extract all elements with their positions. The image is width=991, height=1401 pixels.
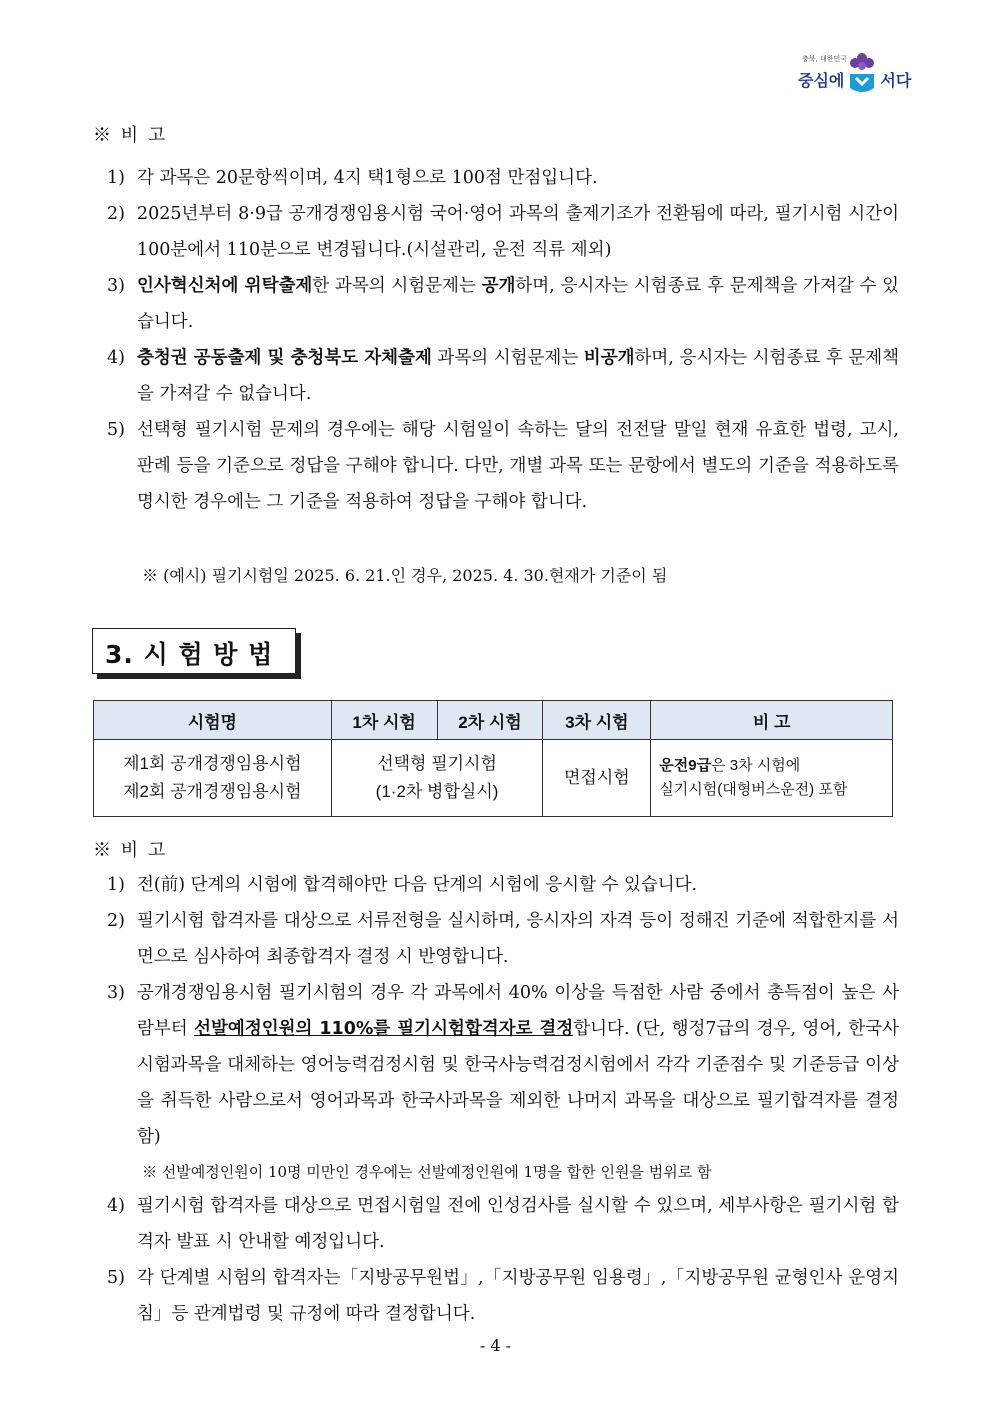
item-text	[137, 975, 899, 1155]
list-item	[107, 268, 899, 340]
item-text: 선택형 필기시험 문제의 경우에는 해당 시험일이 속하는 달의 전전달 말일 현재 유효한 법령, 고시, 판례 등을 기준으로 정답을 구해야 합니다. 다만, 개별 과목 또는 문항에서 별도의 기준을 적용하도록 명시한 경우에는 그 기준을 적용하여 정답을 구해야 합니다.	[137, 420, 899, 512]
item-text: 필기시험 합격자를 대상으로 면접시험일 전에 인성검사를 실시할 수 있으며, 세부사항은 필기시험 합격자 발표 시 안내할 예정입니다.	[137, 1196, 899, 1252]
written-exam-label: 선택형 필기시험	[377, 754, 497, 773]
item-number: 1)	[107, 168, 125, 188]
bold-phrase: 인사혁신처에 위탁출제	[137, 276, 313, 296]
item-number: 1)	[107, 875, 125, 895]
note-line-1	[659, 754, 891, 778]
third-exam-cell: 면접시험	[543, 740, 651, 817]
item-text: 각 단계별 시험의 합격자는「지방공무원법」,「지방공무원 임용령」,「지방공무원 균형인사 운영지침」등 관계법령 및 규정에 따라 결정합니다.	[137, 1268, 899, 1324]
logo-text-left: 중심에	[798, 71, 845, 90]
section-title-box	[92, 628, 296, 674]
item-number: 4)	[107, 348, 125, 368]
chungbuk-logo	[796, 50, 912, 98]
header-cell: 비 고	[651, 701, 893, 740]
list-item	[107, 412, 899, 520]
list-item	[107, 340, 899, 412]
text-run: 합니다. (단, 행정7급의 경우, 영어, 한국사 시험과목을 대체하는 영어능력검정시험 및 한국사능력검정시험에서 각각 기준점수 및 기준등급 이상을 취득한 사람으로서 영어과목과 한국사과목을 제외한 나머지 과목을 대상으로 필기합격자를 결정함)	[137, 1019, 899, 1147]
item-number: 4)	[107, 1196, 125, 1216]
list-item	[107, 903, 899, 975]
bold-phrase: 비공개	[583, 348, 635, 368]
item-number: 2)	[107, 911, 125, 931]
page-number: - 4 -	[479, 1336, 512, 1355]
logo-text	[798, 68, 911, 91]
table-header-row	[94, 701, 893, 740]
section-title: 3. 시 험 방 법	[105, 640, 274, 669]
item-number: 3)	[107, 983, 125, 1003]
item-number: 3)	[107, 276, 125, 296]
item-text	[137, 340, 899, 412]
text-run: 한 과목의 시험문제는	[312, 276, 482, 296]
exam-method-table	[93, 700, 893, 817]
list-item	[107, 867, 899, 903]
note-line-2: 실기시험(대형버스운전) 포함	[659, 781, 848, 798]
item-text: 2025년부터 8·9급 공개경쟁임용시험 국어·영어 과목의 출제기조가 전환됨에 따라, 필기시험 시간이 100분에서 110분으로 변경됩니다.(시설관리, 운전 직류 제외)	[137, 204, 899, 260]
note-cell	[651, 740, 893, 817]
item-text	[137, 268, 899, 340]
written-exam-sub: (1·2차 병합실시)	[375, 782, 499, 801]
item-text: 각 과목은 20문항씩이며, 4지 택1형으로 100점 만점입니다.	[137, 168, 598, 188]
list-item	[107, 160, 899, 196]
item-number: 2)	[107, 204, 125, 224]
bold-phrase: 충청권 공동출제 및 충청북도 자체출제	[137, 348, 432, 368]
text-run: 공개경쟁임용시험 필기시험의 경우 각 과목에서 40% 이상을 득점한 사람 중에서 총득점이 높은 사람부터	[137, 983, 899, 1039]
header-cell: 시험명	[94, 701, 332, 740]
item-text: 필기시험 합격자를 대상으로 서류전형을 실시하며, 응시자의 자격 등이 정해진 기준에 적합한지를 서면으로 심사하여 최종합격자 결정 시 반영합니다.	[137, 911, 899, 967]
bold-phrase: 공개	[481, 276, 516, 296]
list-item	[107, 1188, 899, 1260]
item-number: 5)	[107, 1268, 125, 1288]
note-heading: ※ 비 고	[93, 125, 168, 146]
list-item	[107, 196, 899, 268]
text-run: 과목의 시험문제는	[431, 348, 584, 368]
note-heading: ※ 비 고	[93, 840, 168, 861]
item-text: 전(前) 단계의 시험에 합격해야만 다음 단계의 시험에 응시할 수 있습니다.	[137, 875, 698, 895]
note-rest: 은 3차 시험에	[711, 757, 801, 774]
list-item	[107, 975, 899, 1155]
list-item	[107, 1260, 899, 1332]
logo-text-right: 서다	[880, 71, 912, 90]
logo-small-text: 충북, 대한민국	[802, 55, 848, 63]
item-number: 5)	[107, 420, 125, 440]
written-exam-cell	[331, 740, 543, 817]
header-cell: 2차 시험	[437, 701, 543, 740]
exam-name-2: 제2회 공개경쟁임용시험	[123, 782, 302, 801]
header-cell: 3차 시험	[543, 701, 651, 740]
underlined-phrase: 선발예정인원의 110%를 필기시험합격자로 결정	[194, 1019, 574, 1039]
note-bold: 운전9급	[659, 757, 712, 774]
selection-sub-note: ※ 선발예정인원이 10명 미만인 경우에는 선발예정인원에 1명을 합한 인원을 범위로 함	[142, 1163, 712, 1181]
text-run: 하며, 응시자는 시험종료 후 문제책을 가져갈 수 없습니다.	[137, 348, 899, 404]
exam-name-cell	[94, 740, 332, 817]
example-note: ※ (예시) 필기시험일 2025. 6. 21.인 경우, 2025. 4. 30.현재가 기준이 됨	[142, 566, 668, 585]
text-run: 하며, 응시자는 시험종료 후 문제책을 가져갈 수 있습니다.	[137, 276, 899, 332]
header-cell: 1차 시험	[331, 701, 437, 740]
exam-name-1: 제1회 공개경쟁임용시험	[123, 754, 302, 773]
table-row	[94, 740, 893, 817]
